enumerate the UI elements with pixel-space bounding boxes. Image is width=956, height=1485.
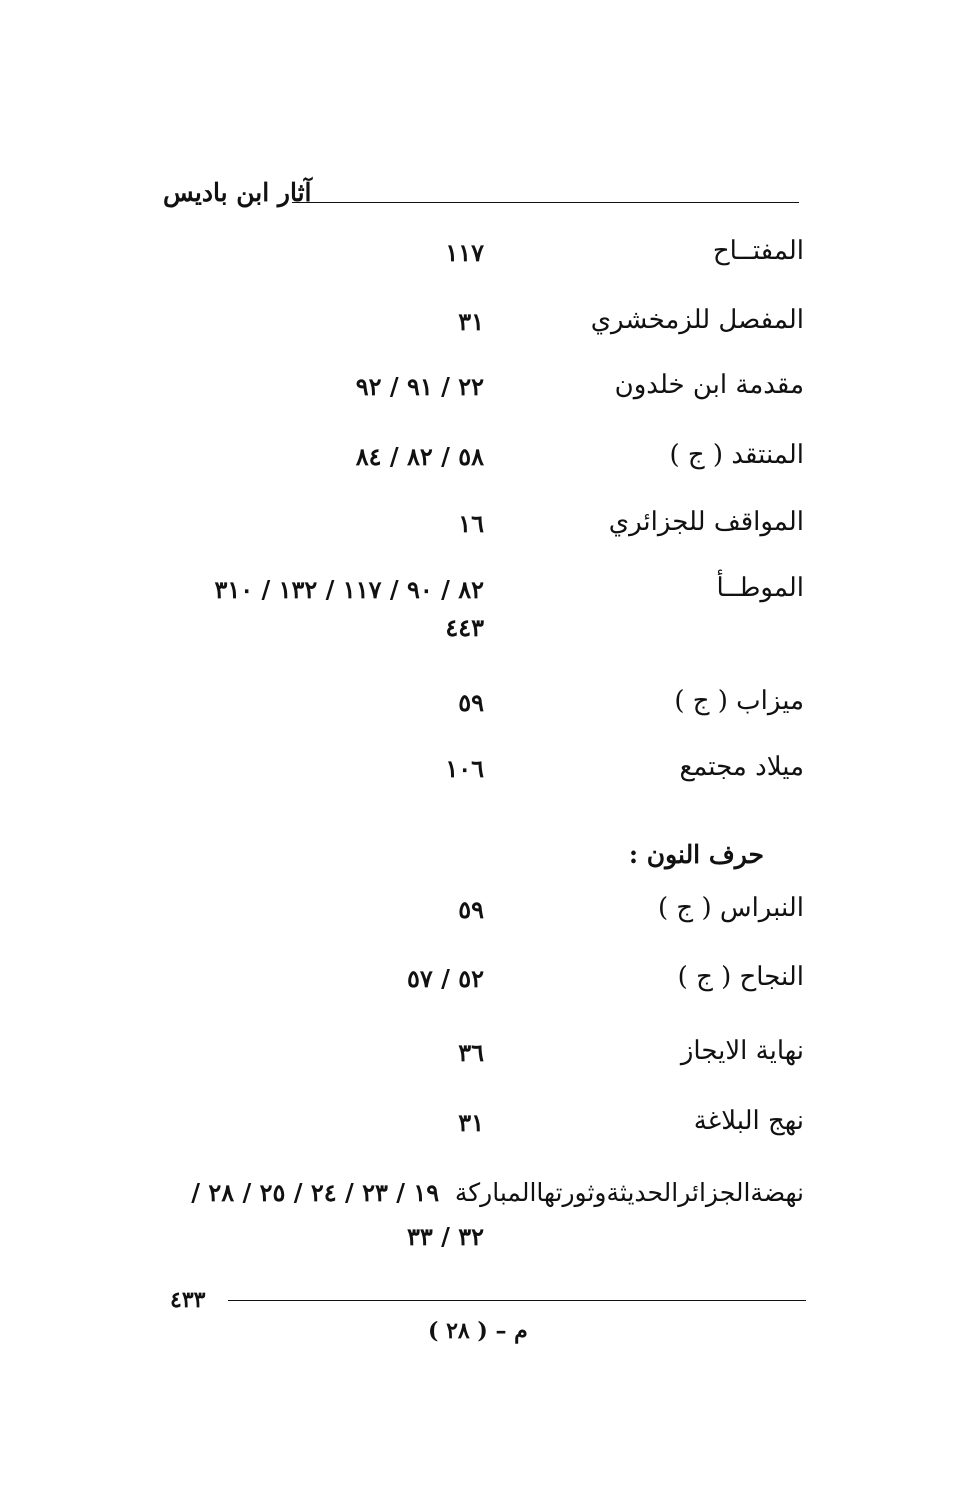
entry-title: نهاية الايجاز bbox=[680, 1036, 804, 1066]
entry-title: مقدمة ابن خلدون bbox=[614, 370, 804, 400]
index-entry-long bbox=[164, 1178, 804, 1207]
index-entry bbox=[0, 573, 956, 663]
entry-pages: ٢٢ / ٩١ / ٩٢ bbox=[355, 372, 484, 401]
index-entry bbox=[0, 1106, 956, 1156]
entry-pages: ٣٦ bbox=[458, 1038, 484, 1067]
header-title: آثار ابن باديس bbox=[163, 178, 312, 207]
section-heading: حرف النون : bbox=[628, 840, 764, 869]
entry-title: الموطــأ bbox=[716, 573, 804, 603]
entry-title: المواقف للجزائري bbox=[608, 507, 804, 537]
index-entry bbox=[0, 305, 956, 355]
entry-pages: ١٠٦ bbox=[445, 754, 484, 783]
entry-title: ميزاب ( ج ) bbox=[674, 686, 804, 716]
entry-pages: ٣١ bbox=[458, 307, 484, 336]
index-entry bbox=[0, 370, 956, 420]
entry-pages: ١٦ bbox=[458, 509, 484, 538]
index-entry bbox=[0, 962, 956, 1012]
entry-pages: ٨٢ / ٩٠ / ١١٧ / ١٣٢ / ٣١٠ bbox=[214, 575, 484, 604]
footer-rule bbox=[228, 1300, 806, 1301]
signature-mark: م – ( ٢٨ ) bbox=[428, 1318, 528, 1344]
entry-title: النبراس ( ج ) bbox=[657, 893, 804, 923]
entry-title: المنتقد ( ج ) bbox=[669, 440, 804, 470]
entry-title: المفتــاح bbox=[712, 236, 804, 266]
entry-pages-continued: ٤٤٣ bbox=[445, 613, 484, 642]
index-entry bbox=[0, 893, 956, 943]
index-entry bbox=[0, 507, 956, 557]
index-entry bbox=[0, 236, 956, 286]
entry-title: المفصل للزمخشري bbox=[590, 305, 804, 335]
index-entry bbox=[0, 440, 956, 490]
header-rule bbox=[292, 202, 799, 203]
entry-pages: ٣١ bbox=[458, 1108, 484, 1137]
entry-pages: ٥٢ / ٥٧ bbox=[406, 964, 484, 993]
page-number: ٤٣٣ bbox=[170, 1287, 206, 1313]
entry-pages-continued: ٣٢ / ٣٣ bbox=[406, 1222, 484, 1251]
entry-title: نهج البلاغة bbox=[693, 1106, 804, 1136]
index-entry bbox=[0, 1036, 956, 1086]
entry-pages: ٥٩ bbox=[458, 688, 484, 717]
entry-pages: ١٩ / ٢٣ / ٢٤ / ٢٥ / ٢٨ / bbox=[191, 1178, 440, 1207]
entry-title: النجاح ( ج ) bbox=[677, 962, 804, 992]
entry-pages: ١١٧ bbox=[445, 238, 484, 267]
entry-pages: ٥٩ bbox=[458, 895, 484, 924]
index-entry bbox=[0, 752, 956, 802]
index-entry bbox=[0, 686, 956, 736]
entry-title: نهضةالجزائرالحديثةوثورتهاالمباركة bbox=[454, 1178, 804, 1207]
entry-title: ميلاد مجتمع bbox=[679, 752, 804, 782]
entry-pages: ٥٨ / ٨٢ / ٨٤ bbox=[355, 442, 484, 471]
